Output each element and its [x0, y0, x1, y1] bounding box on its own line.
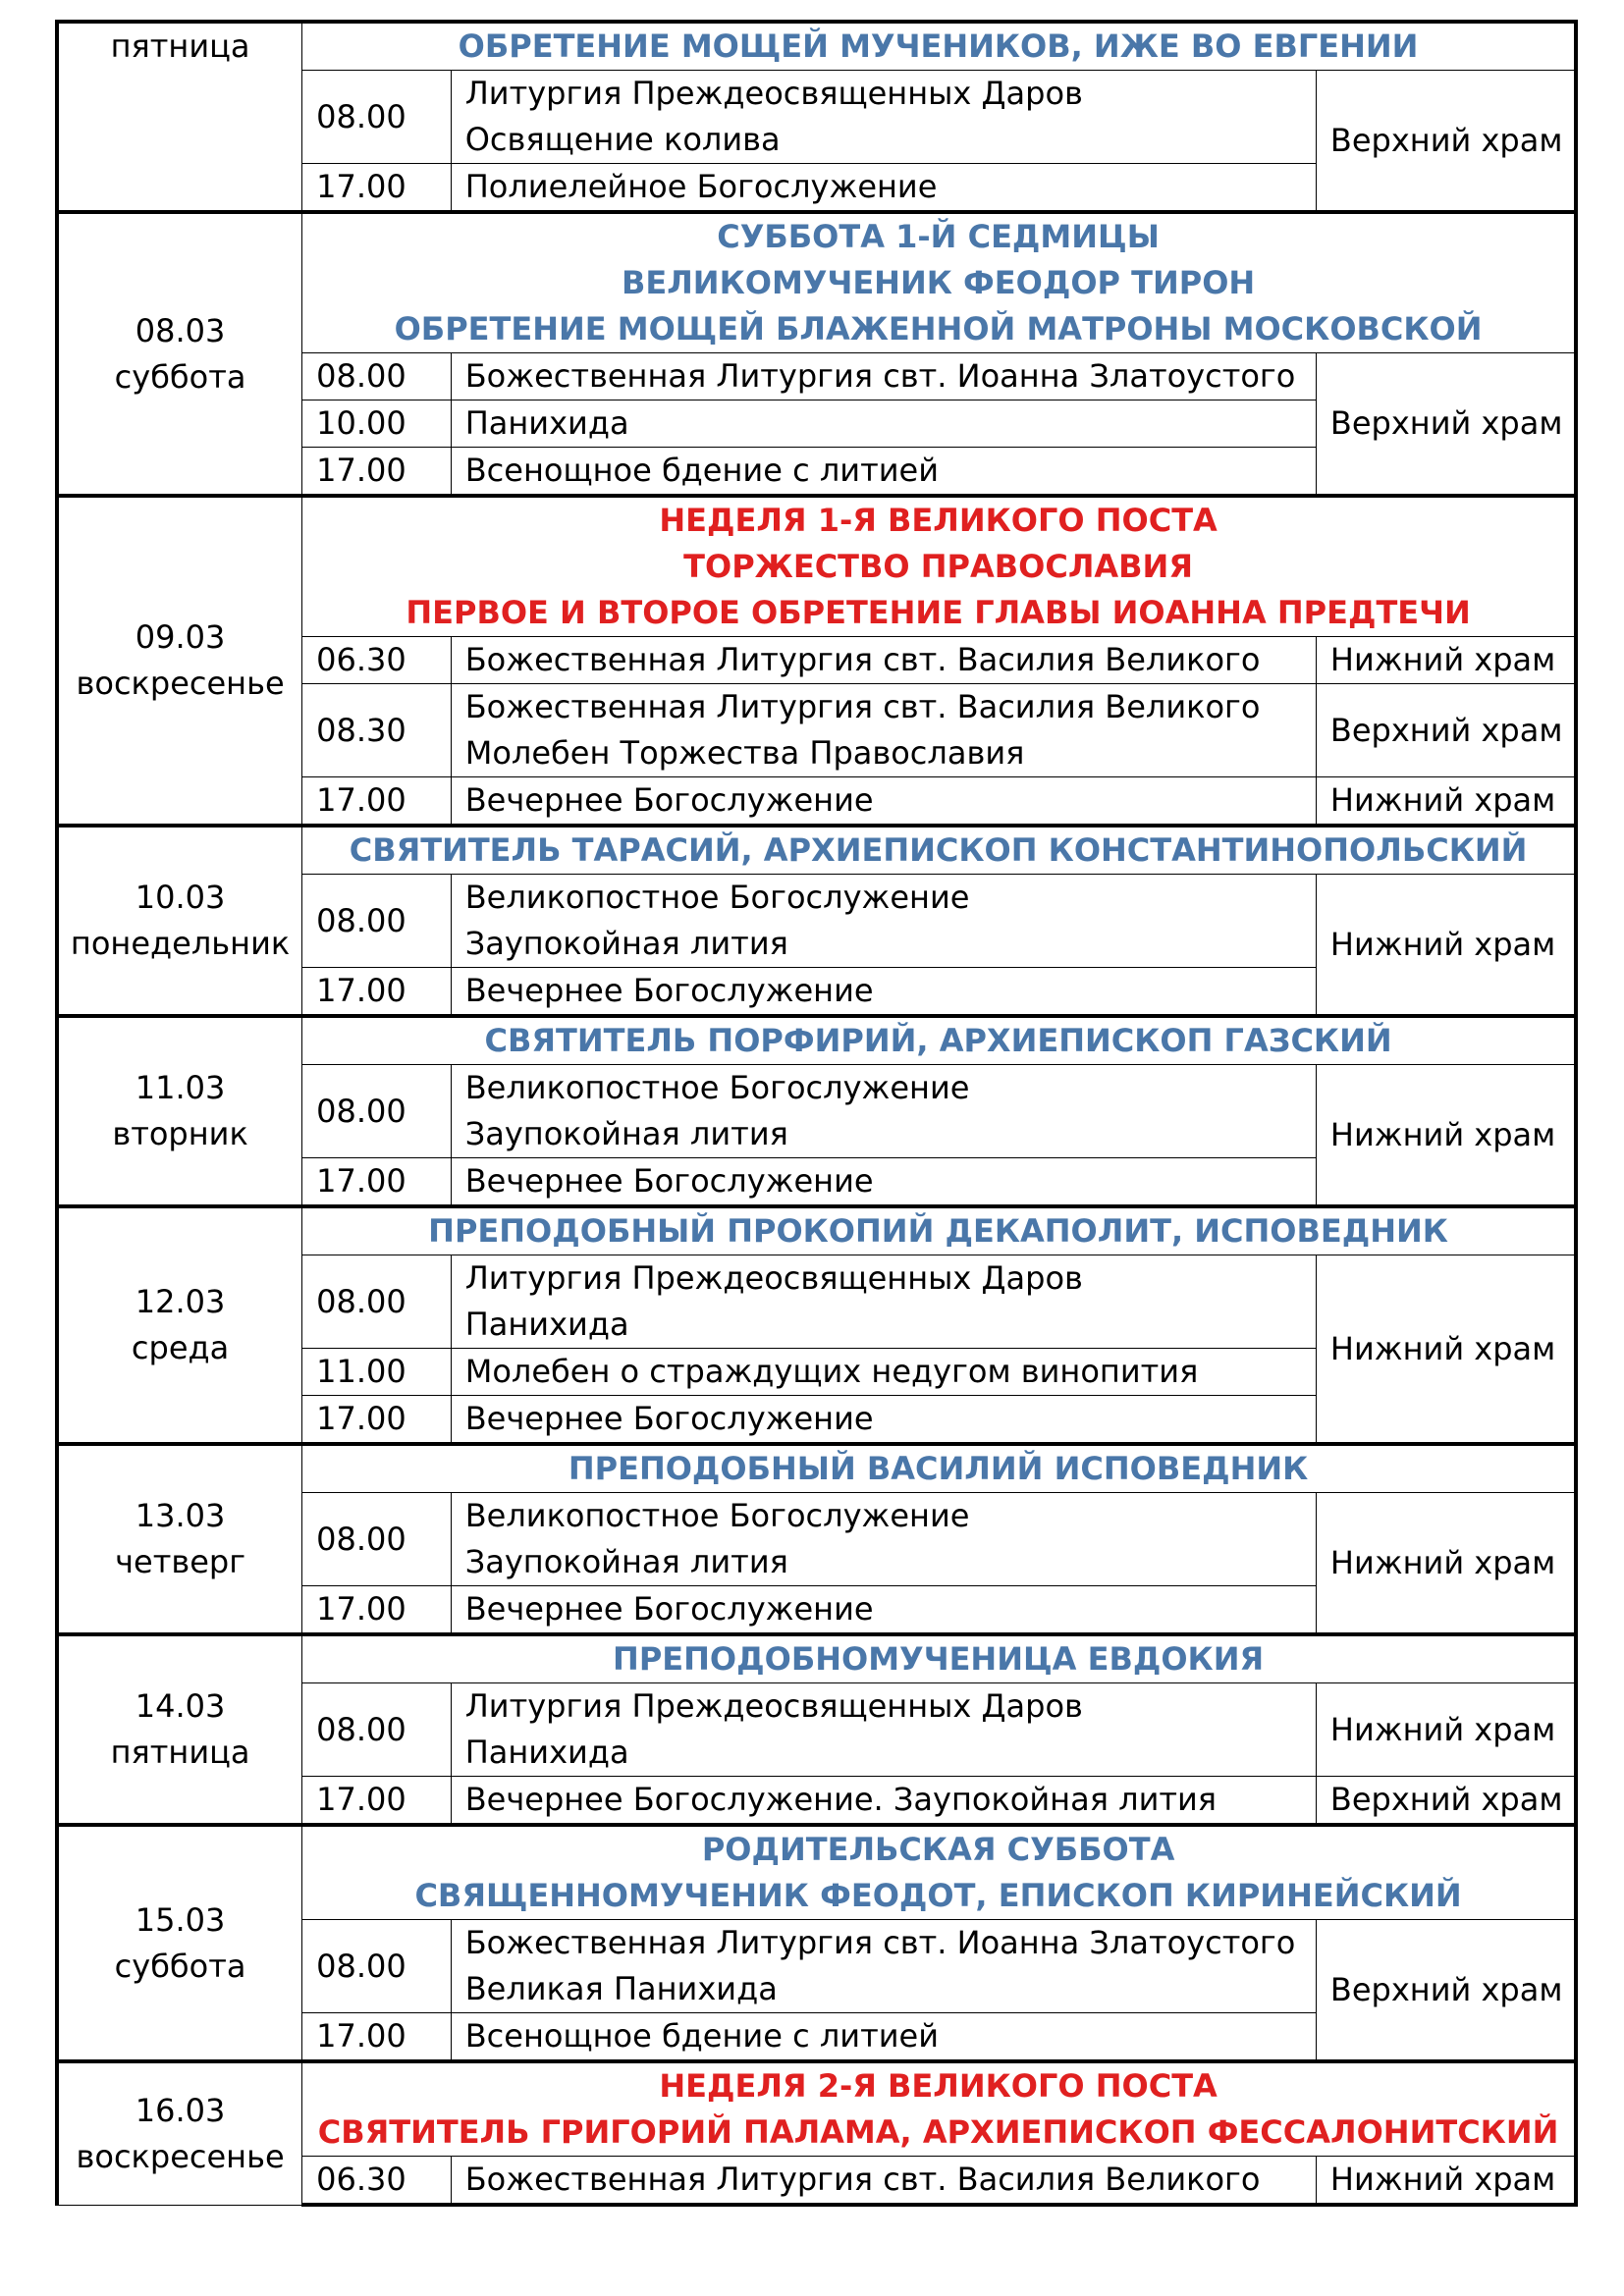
service-time: 10.00: [302, 400, 452, 448]
church-location: Нижний храм: [1316, 777, 1576, 827]
day-weekday: суббота: [114, 357, 246, 396]
service-name: Панихида: [464, 404, 629, 442]
day-weekday: четверг: [115, 1543, 246, 1580]
church-location: Нижний храм: [1316, 875, 1576, 1017]
church-location: Верхний храм: [1316, 1920, 1576, 2062]
service-name-cell: [451, 2157, 1316, 2206]
feast-heading-cell: [302, 22, 1576, 71]
church-location: Верхний храм: [1316, 684, 1576, 777]
day-heading-row: [57, 1825, 1576, 1920]
feast-heading-cell: [302, 1206, 1576, 1255]
service-name: Панихида: [464, 1734, 629, 1771]
date-cell: [57, 1634, 302, 1825]
schedule-table: [55, 20, 1578, 2207]
service-time: 08.00: [302, 353, 452, 400]
service-name: Литургия Преждеосвященных Даров: [464, 75, 1083, 112]
service-name-cell: [451, 637, 1316, 684]
day-weekday: среда: [131, 1329, 230, 1366]
service-name-cell: [451, 1493, 1316, 1586]
service-time: 17.00: [302, 1777, 452, 1826]
day-heading-row: [57, 826, 1576, 875]
feast-heading-cell: [302, 1016, 1576, 1065]
day-date: 11.03: [135, 1069, 226, 1106]
service-time: 08.30: [302, 684, 452, 777]
service-time: 11.00: [302, 1349, 452, 1396]
day-heading-row: [57, 1444, 1576, 1493]
feast-title: ОБРЕТЕНИЕ МОЩЕЙ МУЧЕНИКОВ, ИЖЕ ВО ЕВГЕНИИ: [458, 27, 1419, 65]
day-weekday: воскресенье: [76, 2137, 285, 2175]
service-name-cell: [451, 1683, 1316, 1777]
day-heading-row: [57, 2061, 1576, 2157]
service-name: Заупокойная лития: [464, 925, 788, 962]
feast-title: ОБРЕТЕНИЕ МОЩЕЙ БЛАЖЕННОЙ МАТРОНЫ МОСКОВСКОЙ: [394, 310, 1483, 347]
service-name-cell: [451, 1255, 1316, 1349]
church-location: Нижний храм: [1316, 1255, 1576, 1445]
day-heading-row: [57, 1206, 1576, 1255]
date-cell: [57, 826, 302, 1016]
feast-heading-cell: [302, 826, 1576, 875]
date-cell: [57, 22, 302, 212]
service-name: Вечернее Богослужение: [464, 972, 874, 1009]
day-weekday: пятница: [110, 1734, 250, 1771]
service-name-cell: [451, 968, 1316, 1017]
feast-heading-cell: [302, 496, 1576, 637]
date-cell: [57, 2061, 302, 2205]
service-name: Божественная Литургия свт. Василия Великого: [464, 2161, 1261, 2198]
feast-title: НЕДЕЛЯ 1-Я ВЕЛИКОГО ПОСТА: [659, 502, 1218, 539]
service-name: Литургия Преждеосвященных Даров: [464, 1687, 1083, 1725]
service-name-cell: [451, 1586, 1316, 1635]
service-time: 17.00: [302, 2013, 452, 2062]
day-date: 14.03: [135, 1687, 226, 1725]
day-date: 16.03: [135, 2091, 226, 2129]
service-name: Вечернее Богослужение: [464, 781, 874, 819]
date-cell: [57, 1444, 302, 1634]
service-name: Заупокойная лития: [464, 1543, 788, 1580]
service-name: Полиелейное Богослужение: [464, 168, 938, 205]
service-name: Вечернее Богослужение: [464, 1590, 874, 1628]
service-name-cell: [451, 1065, 1316, 1158]
day-date: 13.03: [135, 1497, 226, 1534]
feast-title: СВЯТИТЕЛЬ ТАРАСИЙ, АРХИЕПИСКОП КОНСТАНТИНОПОЛЬСКИЙ: [349, 831, 1528, 869]
service-name-cell: [451, 1777, 1316, 1826]
service-name: Божественная Литургия свт. Иоанна Златоустого: [464, 1924, 1296, 1961]
feast-heading-cell: [302, 1444, 1576, 1493]
service-name-cell: [451, 1396, 1316, 1445]
service-time: 17.00: [302, 1158, 452, 1207]
service-time: 08.00: [302, 875, 452, 968]
service-name-cell: [451, 400, 1316, 448]
day-weekday: воскресенье: [76, 665, 285, 702]
service-name: Великопостное Богослужение: [464, 1497, 970, 1534]
service-name: Вечернее Богослужение: [464, 1162, 874, 1200]
day-date: 15.03: [135, 1900, 226, 1939]
feast-heading-cell: [302, 2061, 1576, 2157]
service-time: 08.00: [302, 1065, 452, 1158]
day-date: 12.03: [135, 1283, 226, 1320]
service-time: 08.00: [302, 1493, 452, 1586]
service-name-cell: [451, 875, 1316, 968]
service-time: 17.00: [302, 448, 452, 497]
service-time: 06.30: [302, 2157, 452, 2206]
service-name-cell: [451, 1349, 1316, 1396]
day-weekday: понедельник: [70, 925, 291, 962]
service-name-cell: [451, 2013, 1316, 2062]
service-time: 08.00: [302, 1920, 452, 2013]
service-time: 08.00: [302, 71, 452, 164]
service-name: Заупокойная лития: [464, 1115, 788, 1152]
feast-title: ПРЕПОДОБНЫЙ ПРОКОПИЙ ДЕКАПОЛИТ, ИСПОВЕДНИК: [428, 1212, 1448, 1250]
day-heading-row: [57, 212, 1576, 353]
church-location: Нижний храм: [1316, 1065, 1576, 1207]
church-location: Верхний храм: [1316, 71, 1576, 213]
day-date: 10.03: [135, 879, 226, 916]
feast-title: НЕДЕЛЯ 2-Я ВЕЛИКОГО ПОСТА: [659, 2067, 1218, 2105]
service-name: Молебен Торжества Православия: [464, 734, 1025, 772]
service-time: 06.30: [302, 637, 452, 684]
service-name: Божественная Литургия свт. Василия Великого: [464, 641, 1261, 678]
feast-heading-cell: [302, 212, 1576, 353]
service-name-cell: [451, 1158, 1316, 1207]
service-name: Божественная Литургия свт. Иоанна Златоустого: [464, 357, 1296, 395]
day-heading-row: [57, 496, 1576, 637]
service-name: Панихида: [464, 1306, 629, 1343]
feast-heading-cell: [302, 1825, 1576, 1920]
date-cell: [57, 1825, 302, 2061]
church-location: Нижний храм: [1316, 1493, 1576, 1635]
feast-title: РОДИТЕЛЬСКАЯ СУББОТА: [701, 1831, 1175, 1868]
feast-title: ПРЕПОДОБНЫЙ ВАСИЛИЙ ИСПОВЕДНИК: [568, 1450, 1309, 1487]
feast-title: СВЯЩЕННОМУЧЕНИК ФЕОДОТ, ЕПИСКОП КИРИНЕЙСКИЙ: [414, 1877, 1462, 1914]
church-location: Верхний храм: [1316, 1777, 1576, 1826]
schedule-body: [57, 22, 1576, 2205]
feast-title: ВЕЛИКОМУЧЕНИК ФЕОДОР ТИРОН: [621, 264, 1256, 301]
date-cell: [57, 496, 302, 826]
service-name: Великопостное Богослужение: [464, 879, 970, 916]
service-name: Великопостное Богослужение: [464, 1069, 970, 1106]
service-time: 17.00: [302, 1586, 452, 1635]
day-weekday: вторник: [112, 1115, 248, 1152]
service-name: Освящение колива: [464, 121, 781, 158]
day-heading-row: [57, 1016, 1576, 1065]
day-heading-row: [57, 22, 1576, 71]
day-date: 09.03: [135, 618, 226, 656]
service-name-cell: [451, 777, 1316, 827]
service-name-cell: [451, 71, 1316, 164]
service-name: Всенощное бдение с литией: [464, 452, 939, 489]
feast-title: СВЯТИТЕЛЬ ГРИГОРИЙ ПАЛАМА, АРХИЕПИСКОП ФЕССАЛОНИТСКИЙ: [317, 2113, 1559, 2151]
date-cell: [57, 1016, 302, 1206]
date-cell: [57, 212, 302, 496]
service-name-cell: [451, 448, 1316, 497]
service-name-cell: [451, 684, 1316, 777]
service-name: Великая Панихида: [464, 1970, 778, 2007]
feast-title: ПРЕПОДОБНОМУЧЕНИЦА ЕВДОКИЯ: [613, 1640, 1265, 1678]
feast-title: ПЕРВОЕ И ВТОРОЕ ОБРЕТЕНИЕ ГЛАВЫ ИОАННА ПРЕДТЕЧИ: [406, 594, 1471, 631]
church-location: Нижний храм: [1316, 2157, 1576, 2206]
church-location: Нижний храм: [1316, 637, 1576, 684]
service-name: Вечернее Богослужение: [464, 1400, 874, 1437]
date-cell: [57, 1206, 302, 1444]
day-date: 08.03: [135, 311, 226, 349]
service-time: 08.00: [302, 1683, 452, 1777]
service-time: 17.00: [302, 164, 452, 213]
day-heading-row: [57, 1634, 1576, 1683]
feast-title: СУББОТА 1-Й СЕДМИЦЫ: [717, 218, 1160, 255]
service-name-cell: [451, 164, 1316, 213]
church-location: Нижний храм: [1316, 1683, 1576, 1777]
feast-title: СВЯТИТЕЛЬ ПОРФИРИЙ, АРХИЕПИСКОП ГАЗСКИЙ: [484, 1022, 1392, 1059]
service-name: Божественная Литургия свт. Василия Великого: [464, 688, 1261, 725]
service-name: Вечернее Богослужение. Заупокойная лития: [464, 1781, 1218, 1818]
church-location: Верхний храм: [1316, 353, 1576, 497]
service-name: Литургия Преждеосвященных Даров: [464, 1259, 1083, 1297]
service-time: 17.00: [302, 1396, 452, 1445]
feast-title: ТОРЖЕСТВО ПРАВОСЛАВИЯ: [683, 548, 1193, 585]
service-time: 08.00: [302, 1255, 452, 1349]
feast-heading-cell: [302, 1634, 1576, 1683]
day-weekday: суббота: [114, 1947, 246, 1985]
service-name: Молебен о страждущих недугом винопития: [464, 1353, 1199, 1390]
service-time: 17.00: [302, 777, 452, 827]
service-name-cell: [451, 1920, 1316, 2013]
service-name: Всенощное бдение с литией: [464, 2017, 939, 2055]
service-name-cell: [451, 353, 1316, 400]
service-time: 17.00: [302, 968, 452, 1017]
day-weekday: пятница: [110, 27, 250, 65]
